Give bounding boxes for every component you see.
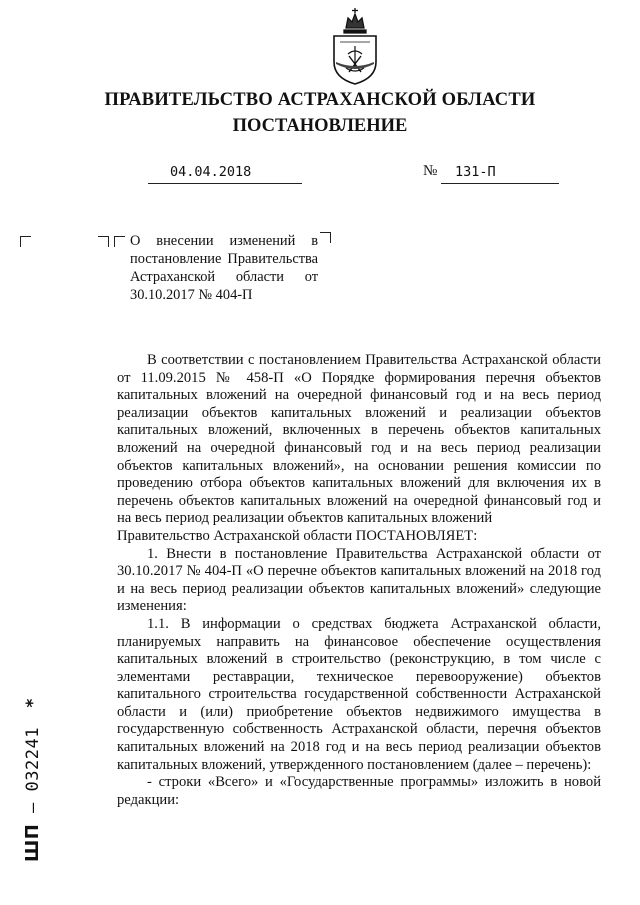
item-1-paragraph: 1. Внести в постановление Правительства Астраханской области от 30.10.2017 № 404-П «О перечне объектов капитальных вложений на 2018 год и на весь период реализации объектов капитальных вложений» следующие изменения: xyxy=(117,545,601,615)
document-date-field xyxy=(148,164,302,184)
number-sign: № xyxy=(423,163,438,179)
coat-of-arms-emblem xyxy=(326,6,384,88)
document-subject: О внесении изменений в постановление Правительства Астраханской области от 30.10.2017 № 404-П xyxy=(130,233,318,303)
subject-bracket-left-outer xyxy=(98,236,109,247)
serial-number: – 032241 xyxy=(23,727,43,813)
serial-asterisk: * xyxy=(23,697,43,709)
document-number-field xyxy=(441,164,559,184)
organization-title: ПРАВИТЕЛЬСТВО АСТРАХАНСКОЙ ОБЛАСТИ xyxy=(104,90,536,110)
document-body xyxy=(117,352,601,809)
blank-serial-stamp xyxy=(22,698,43,862)
item-1-1-paragraph: 1.1. В информации о средствах бюджета Астраханской области, планируемых направить на финансовое обеспечение осуществления капитальных вложений в строительство (реконструкцию, в том числе с элементами реставрации, техническое перевооружение) объектов капитального строительства государственной собственности Астраханской области и (или) приобретение объектов недвижимого имущества в государственную собственность Астраханской области, перечня объектов капитальных вложений на 2018 год и на весь период реализации объектов капитальных вложений, утвержденного постановлением (далее – перечень): xyxy=(117,615,601,773)
subject-bracket-right xyxy=(320,232,331,243)
margin-corner-mark xyxy=(20,236,31,247)
bullet-1-paragraph: - строки «Всего» и «Государственные программы» изложить в новой редакции: xyxy=(117,774,601,808)
document-date: 04.04.2018 xyxy=(170,164,252,180)
document-number: 131-П xyxy=(455,164,496,180)
subject-bracket-left-inner xyxy=(114,236,125,247)
document-type-title: ПОСТАНОВЛЕНИЕ xyxy=(232,116,408,136)
preamble-paragraph: В соответствии с постановлением Правительства Астраханской области от 11.09.2015 № 458-П «О Порядке формирования перечня объектов капитальных вложений на очередной финансовый год и на весь период реализации объектов капитальных вложений и реализации объектов капитальных вложений, включенных в перечень объектов капитальных вложений на очередной финансовый год и на весь период реализации объектов капитальных вложений», на основании решения комиссии по проведению отбора объектов капитальных вложений для включения их в перечень объектов капитальных вложений на очередной финансовый год и на весь период реализации объектов капитальных вложений xyxy=(117,352,601,527)
serial-prefix: ШП xyxy=(22,823,43,862)
resolution-line: Правительство Астраханской области ПОСТАНОВЛЯЕТ: xyxy=(117,527,478,544)
